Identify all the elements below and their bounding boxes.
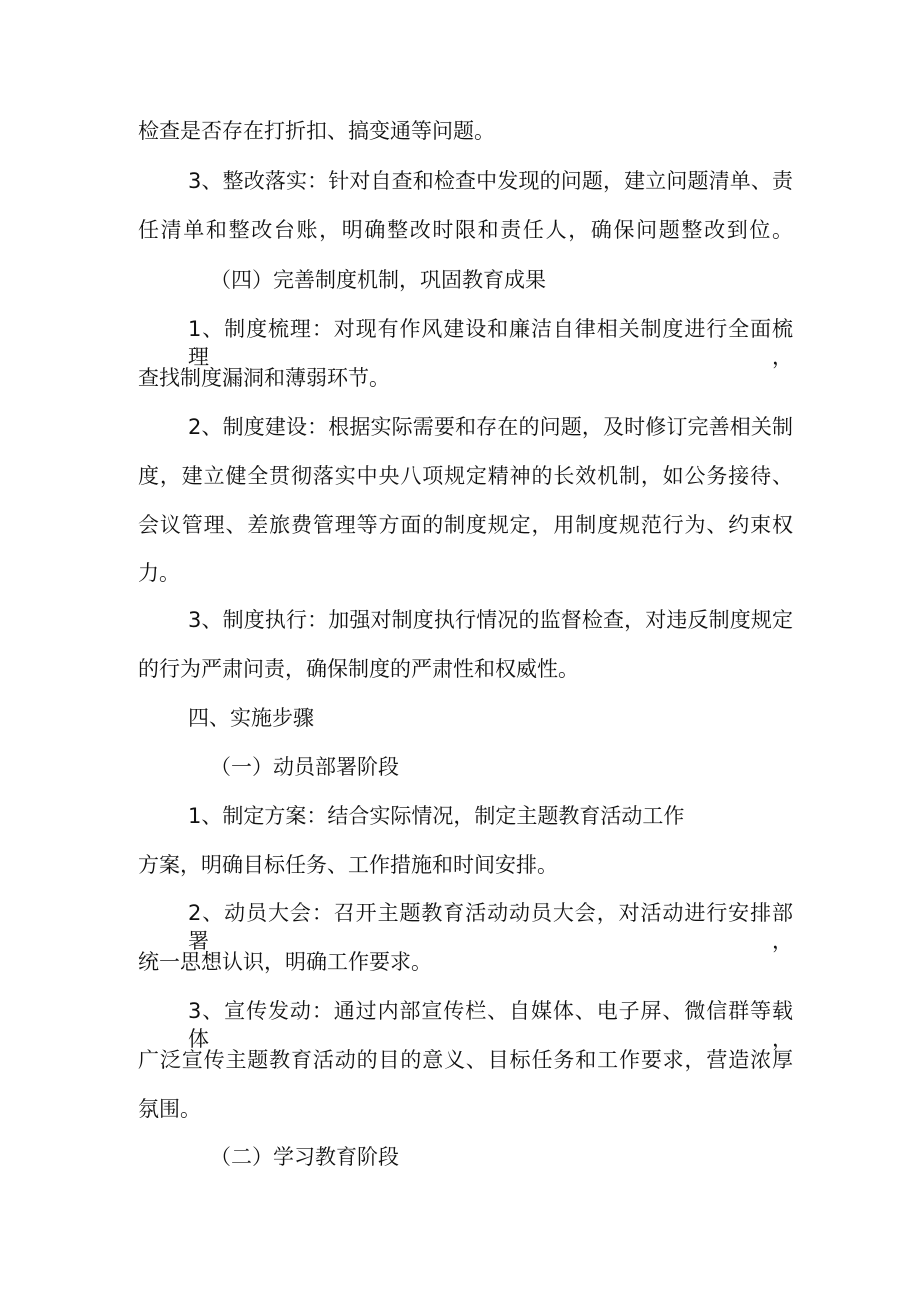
subsection-heading: （一）动员部署阶段 <box>210 755 399 779</box>
text-line: 2、制度建设：根据实际需要和存在的问题，及时修订完善相关制 <box>188 415 793 439</box>
text-line: 3、整改落实：针对自查和检查中发现的问题，建立问题清单、责 <box>188 169 793 193</box>
text-line: 2、动员大会：召开主题教育活动动员大会，对活动进行安排部署， <box>188 901 793 953</box>
text-line: 氛围。 <box>138 1097 201 1121</box>
text-line: 1、制度梳理：对现有作风建设和廉洁自律相关制度进行全面梳理， <box>188 317 793 369</box>
section-heading: 四、实施步骤 <box>188 706 314 730</box>
text-line: 会议管理、差旅费管理等方面的制度规定，用制度规范行为、约束权 <box>138 513 793 537</box>
text-line: 任清单和整改台账，明确整改时限和责任人，确保问题整改到位。 <box>138 218 793 242</box>
text-line: 统一思想认识，明确工作要求。 <box>138 950 432 974</box>
text-line: 力。 <box>138 561 180 585</box>
text-line: 查找制度漏洞和薄弱环节。 <box>138 366 390 390</box>
text-line: 方案，明确目标任务、工作措施和时间安排。 <box>138 853 558 877</box>
text-line: 度，建立健全贯彻落实中央八项规定精神的长效机制，如公务接待、 <box>138 464 793 488</box>
section-heading: （四）完善制度机制，巩固教育成果 <box>210 268 546 292</box>
text-line: 3、宣传发动：通过内部宣传栏、自媒体、电子屏、微信群等载体， <box>188 999 793 1051</box>
text-line: 检查是否存在打折扣、搞变通等问题。 <box>138 119 495 143</box>
text-line: 1、制定方案：结合实际情况，制定主题教育活动工作 <box>188 804 685 828</box>
text-line: 3、制度执行：加强对制度执行情况的监督检查，对违反制度规定 <box>188 608 793 632</box>
text-line: 的行为严肃问责，确保制度的严肃性和权威性。 <box>138 657 579 681</box>
subsection-heading: （二）学习教育阶段 <box>210 1145 399 1169</box>
text-line: 广泛宣传主题教育活动的目的意义、目标任务和工作要求，营造浓厚 <box>138 1048 793 1072</box>
